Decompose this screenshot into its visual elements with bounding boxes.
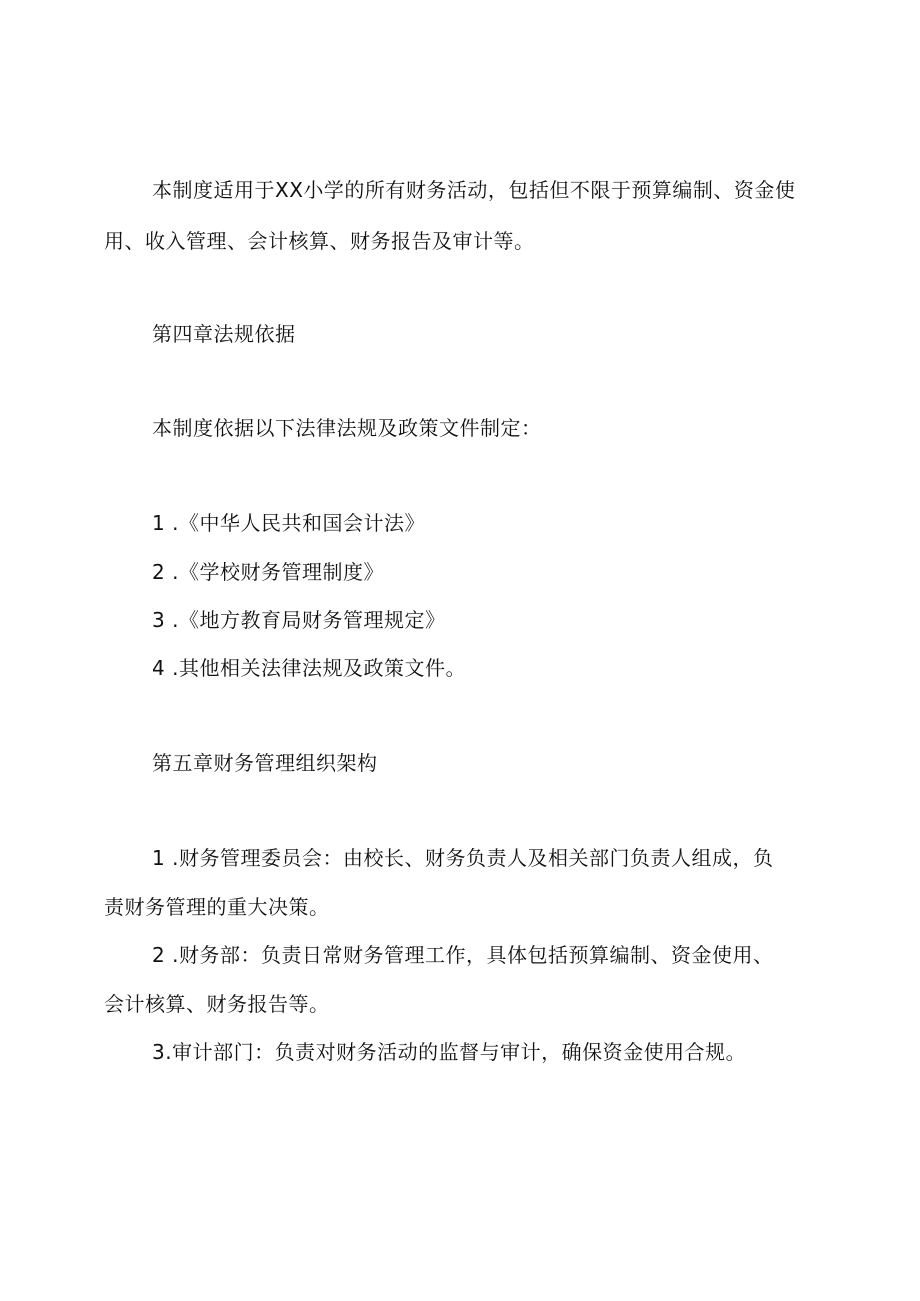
- chapter-4-list-item-3: 3 .《地方教育局财务管理规定》: [152, 608, 446, 632]
- scope-paragraph-line-1: 本制度适用于XX小学的所有财务活动，包括但不限于预算编制、资金使: [152, 178, 796, 202]
- chapter-5-item-3: 3.审计部门：负责对财务活动的监督与审计，确保资金使用合规。: [152, 1040, 747, 1064]
- chapter-4-heading: 第四章法规依据: [152, 322, 296, 346]
- chapter-5-item-2-line-2: 会计核算、财务报告等。: [104, 992, 330, 1016]
- chapter-4-list-item-4: 4 .其他相关法律法规及政策文件。: [152, 656, 466, 680]
- chapter-5-item-1-line-1: 1 .财务管理委员会：由校长、财务负责人及相关部门负责人组成，负: [152, 846, 774, 870]
- chapter-5-item-2-line-1: 2 .财务部：负责日常财务管理工作，具体包括预算编制、资金使用、: [152, 943, 774, 967]
- chapter-4-intro: 本制度依据以下法律法规及政策文件制定：: [152, 416, 542, 440]
- chapter-4-list-item-2: 2 .《学校财务管理制度》: [152, 560, 384, 584]
- scope-paragraph-line-2: 用、收入管理、会计核算、财务报告及审计等。: [104, 229, 535, 253]
- chapter-5-item-1-line-2: 责财务管理的重大决策。: [104, 895, 330, 919]
- chapter-5-heading: 第五章财务管理组织架构: [152, 751, 378, 775]
- chapter-4-list-item-1: 1 .《中华人民共和国会计法》: [152, 511, 425, 535]
